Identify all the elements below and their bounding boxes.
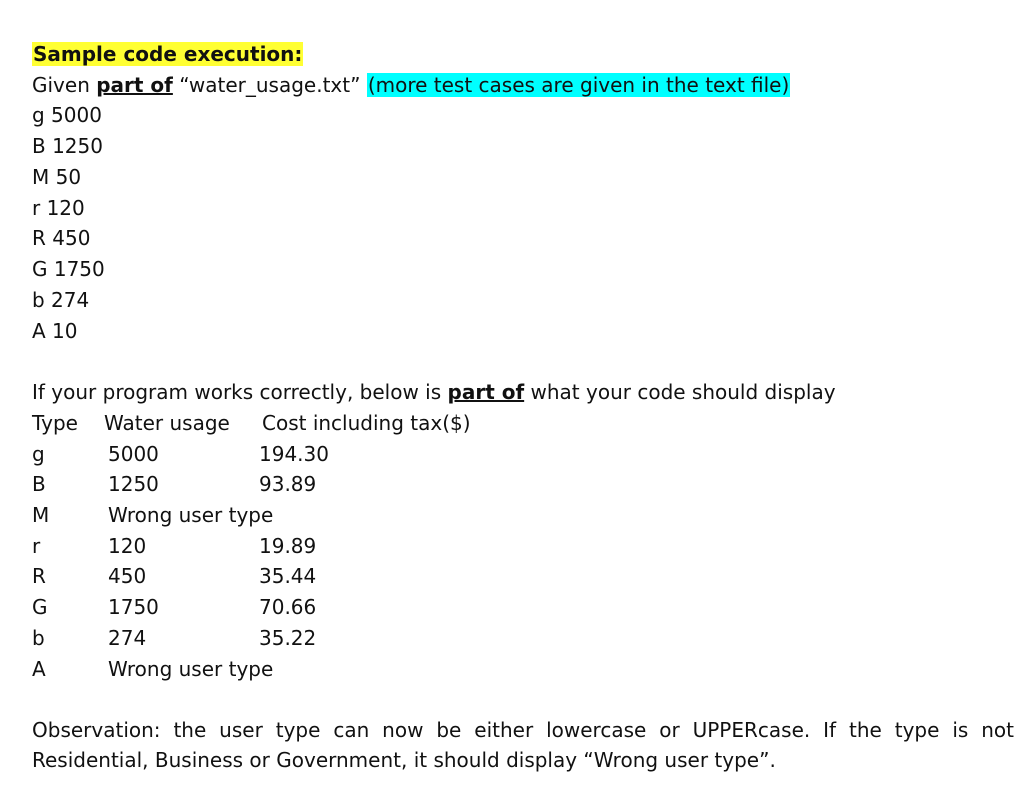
- row-type: B: [32, 472, 46, 496]
- row-type: g: [32, 442, 45, 466]
- section-title: Sample code execution:: [33, 42, 303, 66]
- row-cost: 93.89: [259, 472, 317, 496]
- observation-paragraph: Observation: the user type can now be either lowercase or UPPERcase. If the type is not Residential, Business or Government, it should display “Wrong user type”.: [32, 718, 1014, 772]
- input-line: g 5000: [32, 103, 102, 127]
- row-cost: 194.30: [259, 442, 329, 466]
- row-usage: Wrong user type: [108, 503, 274, 527]
- header-cost: Cost including tax($): [262, 411, 471, 435]
- row-cost: 70.66: [259, 595, 317, 619]
- row-cost: 35.22: [259, 626, 317, 650]
- row-cost: 19.89: [259, 534, 317, 558]
- row-type: R: [32, 564, 46, 588]
- intro-line: [32, 377, 836, 407]
- row-usage: 5000: [108, 442, 159, 466]
- given-note: (more test cases are given in the text file): [367, 73, 790, 97]
- row-type: A: [32, 657, 46, 681]
- input-line: M 50: [32, 165, 82, 189]
- given-line: [32, 70, 790, 100]
- row-type: r: [32, 534, 41, 558]
- given-part-of: part of: [96, 73, 173, 97]
- title-line: [32, 39, 303, 69]
- row-type: b: [32, 626, 45, 650]
- header-usage: Water usage: [104, 411, 230, 435]
- row-type: M: [32, 503, 50, 527]
- row-usage: 274: [108, 626, 147, 650]
- row-cost: 35.44: [259, 564, 317, 588]
- input-line: r 120: [32, 196, 85, 220]
- row-type: G: [32, 595, 48, 619]
- intro-suffix: what your code should display: [524, 380, 836, 404]
- given-filename: “water_usage.txt”: [172, 73, 367, 97]
- input-line: b 274: [32, 288, 90, 312]
- row-usage: Wrong user type: [108, 657, 274, 681]
- input-line: R 450: [32, 226, 91, 250]
- row-usage: 450: [108, 564, 147, 588]
- input-line: A 10: [32, 319, 78, 343]
- intro-prefix: If your program works correctly, below is: [32, 380, 448, 404]
- intro-part-of: part of: [447, 380, 525, 404]
- input-line: B 1250: [32, 134, 103, 158]
- row-usage: 1750: [108, 595, 159, 619]
- row-usage: 120: [108, 534, 147, 558]
- header-type: Type: [32, 411, 78, 435]
- input-line: G 1750: [32, 257, 105, 281]
- given-prefix: Given: [32, 73, 97, 97]
- row-usage: 1250: [108, 472, 159, 496]
